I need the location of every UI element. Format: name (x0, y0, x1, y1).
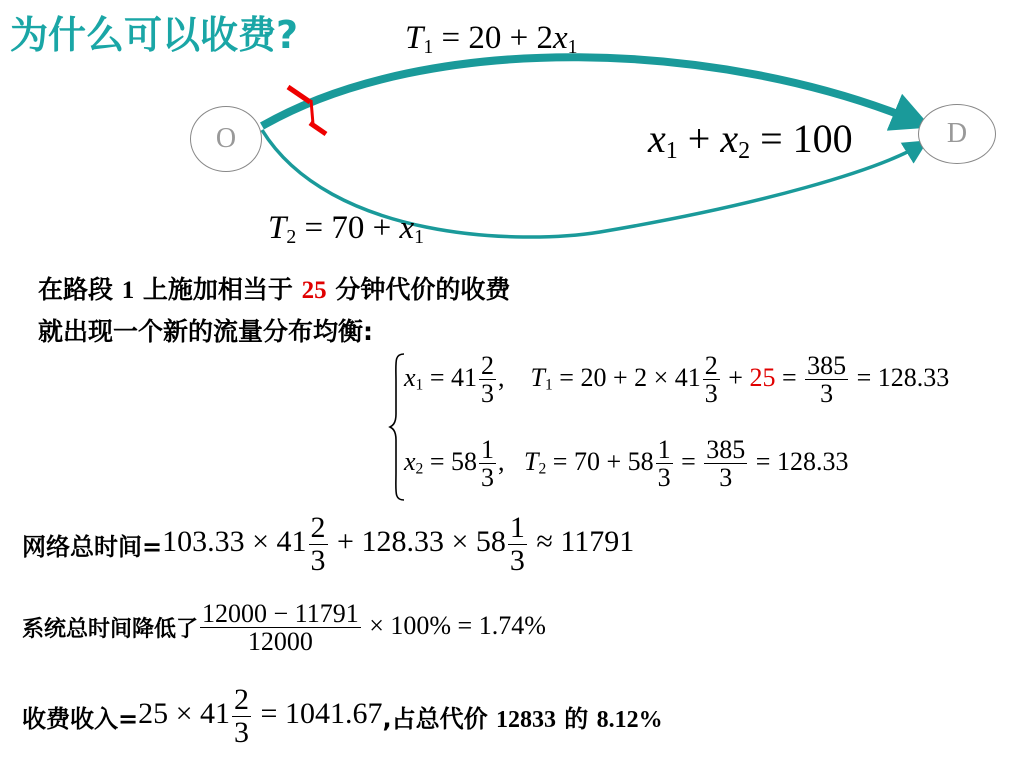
equals-sign: = (674, 446, 703, 476)
origin-label: O (215, 123, 237, 154)
numerator: 385 (807, 351, 847, 380)
t1-expression: = 20 + 2 × 41 (552, 362, 701, 392)
x2-symbol: x (404, 446, 416, 476)
denominator: 3 (234, 715, 250, 749)
reduction-label: 系统总时间降低了 (22, 617, 199, 643)
t2-equation (268, 210, 424, 249)
fraction (508, 512, 527, 576)
numerator: 2 (234, 683, 250, 716)
numerator: 2 (481, 351, 495, 380)
t1-symbol: T (530, 362, 545, 392)
x1-subscript: 1 (665, 138, 678, 164)
t2-expression: = 70 + (304, 210, 400, 246)
t1-subscript: 1 (423, 35, 434, 58)
denominator: 3 (310, 543, 326, 577)
total-cost: 12833 (495, 706, 556, 733)
plus-sign: + (677, 116, 721, 161)
fraction (479, 436, 496, 492)
t1-variable-subscript: 1 (567, 35, 578, 58)
numerator: 2 (704, 351, 718, 380)
fraction (805, 352, 848, 408)
toll-revenue (22, 684, 663, 748)
result: ≈ 11791 (528, 524, 635, 558)
fraction (656, 436, 673, 492)
subscript: 2 (538, 460, 547, 478)
x1-symbol: x (648, 116, 666, 161)
fraction (704, 436, 747, 492)
x2-symbol: x (720, 116, 739, 161)
network-total-time (22, 512, 634, 576)
term: + 128.33 × 58 (329, 524, 506, 558)
network-total-expression (162, 512, 634, 576)
system-time-reduction (22, 600, 546, 656)
text-segment: 分钟代价的收费 (326, 275, 511, 304)
toll-value: 25 (301, 277, 327, 304)
fraction (703, 352, 720, 408)
denominator: 12000 (247, 627, 313, 657)
fraction (200, 600, 361, 656)
t1-symbol: T (405, 20, 424, 56)
denominator: 3 (719, 463, 733, 493)
numerator: 1 (509, 511, 525, 544)
x2-subscript: 2 (738, 138, 751, 164)
page-title: 为什么可以收费? (10, 13, 299, 57)
x1-value: = 41 (423, 362, 478, 392)
t2-variable: x (399, 210, 415, 246)
link-number: 1 (121, 277, 135, 304)
t2-symbol: T (268, 210, 287, 246)
numerator: 2 (310, 511, 326, 544)
result: × 100% = 1.74% (362, 610, 546, 640)
t1-expression: = 20 + 2 (441, 20, 553, 56)
comma: , (498, 446, 505, 476)
t2-subscript: 2 (286, 225, 297, 248)
t2-variable-subscript: 1 (414, 225, 425, 248)
subscript: 1 (544, 376, 553, 394)
revenue-label: 收费收入= (22, 704, 139, 733)
result: = 1041.67 (253, 696, 383, 730)
subscript: 2 (415, 460, 424, 478)
toll-value: 25 (749, 362, 776, 392)
x2-value: = 58 (423, 446, 478, 476)
revenue-comment (382, 699, 662, 734)
numerator: 1 (481, 435, 495, 464)
term: 103.33 × 41 (162, 524, 307, 558)
origin-node (190, 106, 262, 172)
reduction-expression (198, 600, 546, 656)
numerator: 385 (706, 435, 746, 464)
flow-constraint (648, 115, 853, 165)
t2-symbol: T (524, 446, 539, 476)
subscript: 1 (415, 376, 424, 394)
destination-label: D (946, 118, 968, 149)
term: 25 × 41 (138, 696, 231, 730)
denominator: 3 (820, 379, 834, 409)
numerator: 1 (657, 435, 671, 464)
text-segment: ,占总代价 (382, 704, 496, 733)
text-segment: 的 (555, 704, 597, 733)
fraction (232, 684, 251, 748)
denominator: 3 (481, 463, 495, 493)
x1-symbol: x (404, 362, 416, 392)
system-row-1 (404, 352, 949, 408)
network-total-label: 网络总时间= (22, 532, 163, 561)
t1-equation (405, 20, 578, 59)
system-row-2 (404, 436, 848, 492)
numerator: 12000 − 11791 (202, 599, 359, 628)
fraction (479, 352, 496, 408)
denominator: 3 (704, 379, 718, 409)
equals-sign: = (775, 362, 804, 392)
revenue-expression (138, 684, 382, 748)
denominator: 3 (509, 543, 525, 577)
constraint-rhs: = 100 (750, 116, 853, 161)
plus-sign: + (721, 362, 750, 392)
text-segment: 上施加相当于 (134, 275, 302, 304)
comma: , (498, 362, 505, 392)
t1-variable: x (552, 20, 568, 56)
result: = 128.33 (749, 446, 849, 476)
denominator: 3 (481, 379, 495, 409)
fraction (309, 512, 328, 576)
destination-node (918, 104, 996, 164)
denominator: 3 (657, 463, 671, 493)
t2-expression: = 70 + 58 (546, 446, 654, 476)
result: = 128.33 (850, 362, 950, 392)
revenue-share: 8.12% (596, 706, 663, 733)
text-segment: 在路段 (38, 275, 122, 304)
toll-description (38, 270, 510, 306)
equilibrium-description: 就出现一个新的流量分布均衡: (38, 317, 373, 346)
